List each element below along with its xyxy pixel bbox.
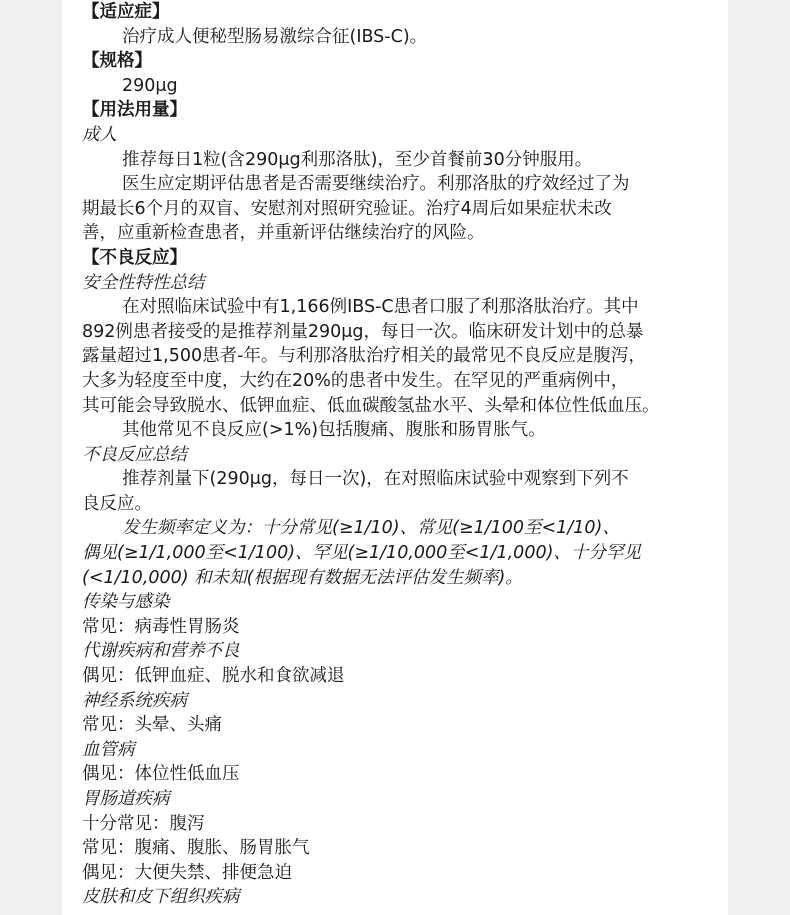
- category-item: 常见：头晕、头痛: [82, 715, 222, 736]
- safety-summary-line: 露量超过1,500患者-年。与利那洛肽治疗相关的最常见不良反应是腹泻，: [82, 346, 646, 367]
- safety-summary-line: 其可能会导致脱水、低钾血症、低血碳酸氢盐水平、头晕和体位性低血压。: [82, 395, 660, 416]
- category-heading: 传染与感染: [82, 592, 170, 613]
- category-heading: 神经系统疾病: [82, 690, 187, 711]
- category-item: 偶见：体位性低血压: [82, 764, 240, 785]
- reaction-intro-line: 良反应。: [82, 493, 152, 514]
- dosage-subheading: 成人: [82, 124, 117, 145]
- reaction-intro-line: 推荐剂量下(290μg，每日一次)，在对照临床试验中观察到下列不: [122, 469, 629, 490]
- other-common-reactions: 其他常见不良反应(>1%)包括腹痛、腹胀和肠胃胀气。: [122, 420, 546, 441]
- dosage-heading: 【用法用量】: [82, 100, 187, 121]
- reaction-summary-heading: 不良反应总结: [82, 444, 187, 465]
- safety-summary-line: 在对照临床试验中有1,166例IBS-C患者口服了利那洛肽治疗。其中: [122, 297, 639, 318]
- dosage-paragraph-line: 善，应重新检查患者，并重新评估继续治疗的风险。: [82, 223, 485, 244]
- category-item: 偶见：低钾血症、脱水和食欲减退: [82, 666, 345, 687]
- frequency-definition-line: 偶见(≥1/1,000至<1/100)、罕见(≥1/10,000至<1/1,000)、十分罕见: [82, 543, 641, 564]
- category-heading: 血管病: [82, 739, 135, 760]
- frequency-definition-line: 发生频率定义为：十分常见(≥1/10)、常见(≥1/100至<1/10)、: [122, 518, 620, 539]
- category-heading: 皮肤和皮下组织疾病: [82, 887, 240, 908]
- safety-summary-line: 892例患者接受的是推荐剂量290μg，每日一次。临床研发计划中的总暴: [82, 321, 644, 342]
- category-item: 十分常见：腹泻: [82, 813, 205, 834]
- category-heading: 胃肠道疾病: [82, 789, 170, 809]
- spec-text: 290μg: [122, 75, 178, 96]
- category-item: 常见：腹痛、腹胀、肠胃胀气: [82, 838, 310, 859]
- document-content: [82, 0, 718, 910]
- indication-text: 治疗成人便秘型肠易激综合征(IBS-C)。: [122, 26, 428, 47]
- indication-heading: 【适应症】: [82, 2, 170, 22]
- dosage-paragraph-line: 期最长6个月的双盲、安慰剂对照研究验证。治疗4周后如果症状未改: [82, 198, 612, 219]
- frequency-definition-line: (<1/10,000) 和未知(根据现有数据无法评估发生频率)。: [82, 567, 523, 588]
- adverse-heading: 【不良反应】: [82, 247, 187, 268]
- dosage-paragraph: 推荐每日1粒(含290μg利那洛肽)，至少首餐前30分钟服用。: [122, 149, 593, 170]
- safety-summary-line: 大多为轻度至中度，大约在20%的患者中发生。在罕见的严重病例中，: [82, 370, 629, 391]
- category-item: 常见：病毒性胃肠炎: [82, 616, 240, 637]
- spec-heading: 【规格】: [82, 51, 152, 72]
- dosage-paragraph-line: 医生应定期评估患者是否需要继续治疗。利那洛肽的疗效经过了为: [122, 174, 630, 195]
- safety-summary-heading: 安全性特性总结: [82, 272, 205, 293]
- document-page: [62, 0, 728, 915]
- category-heading: 代谢疾病和营养不良: [82, 641, 240, 662]
- category-item: 偶见：大便失禁、排便急迫: [82, 862, 292, 883]
